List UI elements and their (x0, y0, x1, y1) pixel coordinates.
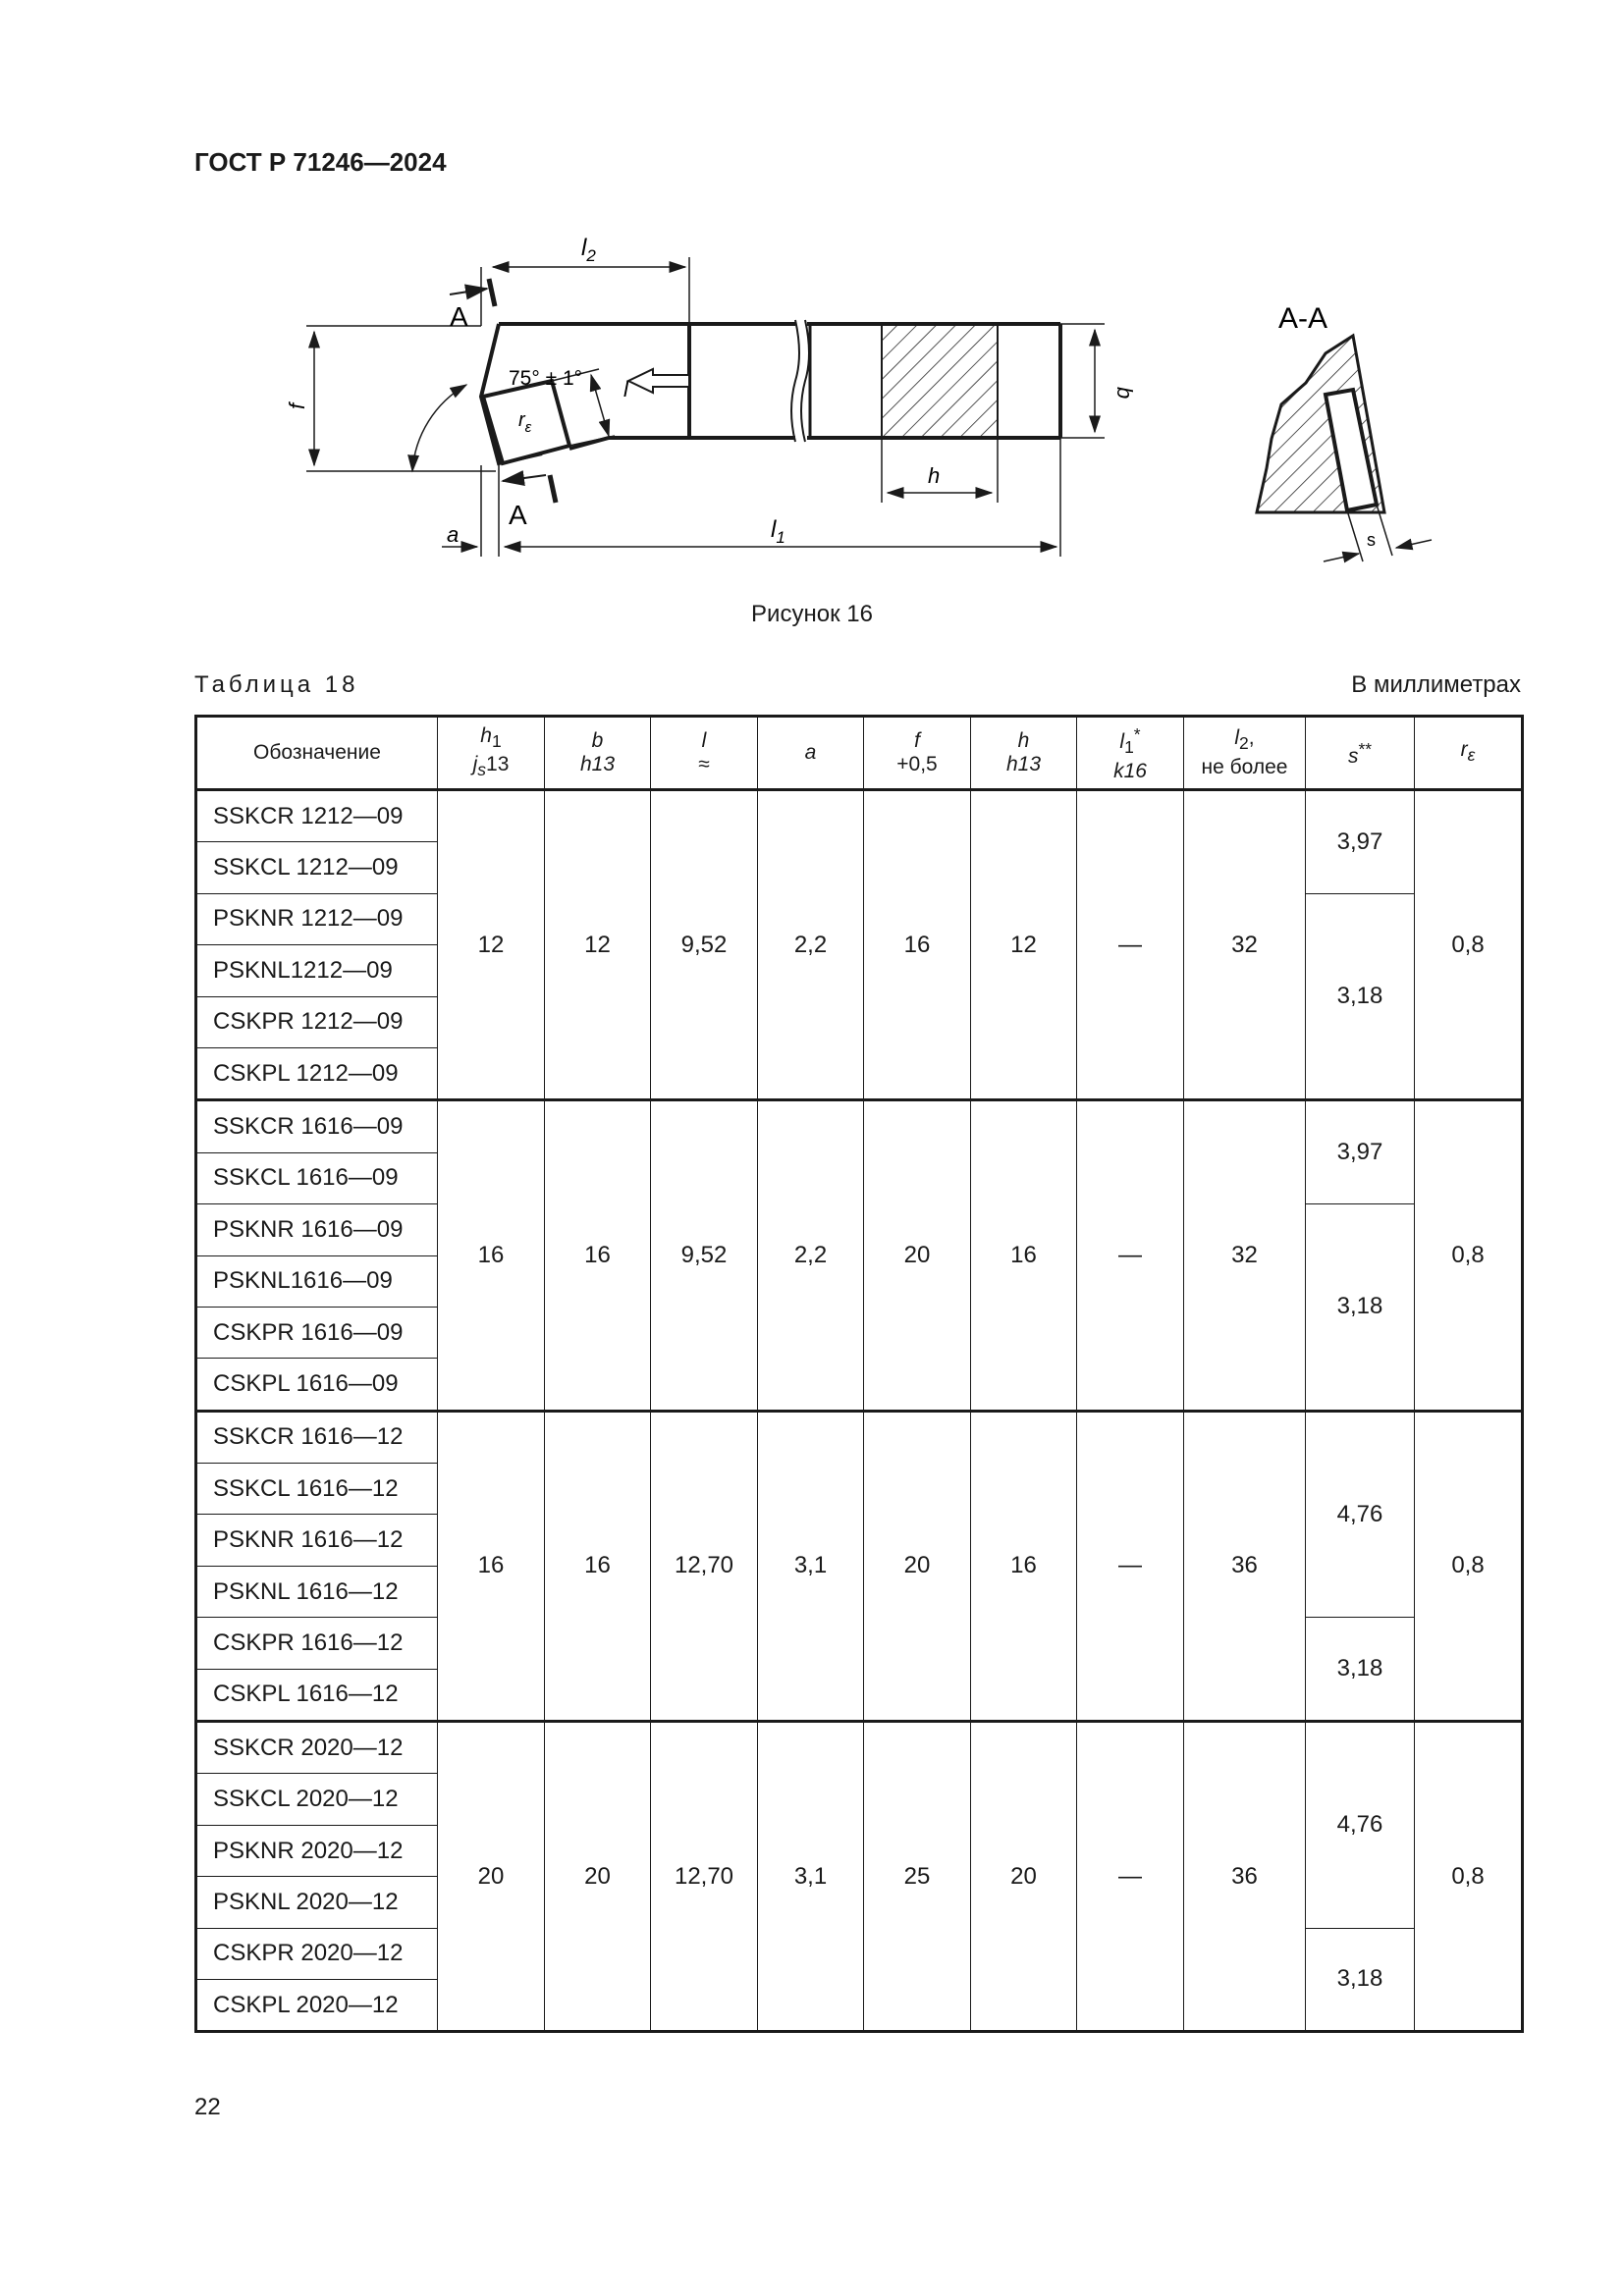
designation-cell: CSKPL 1212—09 (196, 1047, 438, 1099)
label-s: s (1367, 530, 1376, 550)
s-cell: 3,18 (1306, 1618, 1415, 1722)
a-cell: 2,2 (758, 1100, 864, 1411)
l2-cell: 32 (1184, 1100, 1306, 1411)
l1-cell: — (1077, 790, 1184, 1100)
label-b: b (1112, 387, 1137, 400)
label-angle: 75° ± 1° (509, 367, 583, 390)
view-arrow-icon (628, 369, 689, 393)
header-designation: Обозначение (196, 717, 438, 790)
l-cell: 12,70 (651, 1411, 758, 1721)
l2-cell: 32 (1184, 790, 1306, 1100)
header-s: s** (1306, 717, 1415, 790)
label-r-eps: $r_\varepsilon$ (518, 409, 532, 436)
h1-cell: 12 (438, 790, 545, 1100)
section-aa-view (1257, 302, 1432, 561)
designation-cell: SSKCL 2020—12 (196, 1774, 438, 1825)
h1-cell: 20 (438, 1722, 545, 2032)
designation-cell: PSKNR 2020—12 (196, 1825, 438, 1876)
designation-cell: PSKNL1212—09 (196, 945, 438, 996)
f-cell: 25 (864, 1722, 971, 2032)
table-label: Таблица 18 (194, 671, 359, 698)
s-cell: 3,97 (1306, 1100, 1415, 1204)
page-number: 22 (194, 2094, 221, 2120)
label-l1: $l_1$ (771, 516, 785, 547)
designation-cell: PSKNL 1616—12 (196, 1566, 438, 1617)
table-units: В миллиметрах (1351, 671, 1521, 698)
l1-cell: — (1077, 1411, 1184, 1721)
designation-cell: CSKPL 2020—12 (196, 1979, 438, 2031)
header-f: f +0,5 (864, 717, 971, 790)
designation-cell: SSKCL 1616—12 (196, 1464, 438, 1515)
tool-holder-drawing (285, 218, 1443, 581)
designation-cell: PSKNR 1616—12 (196, 1515, 438, 1566)
table-row (196, 1722, 1523, 1774)
h-cell: 12 (971, 790, 1077, 1100)
s-cell: 4,76 (1306, 1411, 1415, 1618)
header-h1: $h_1$ $j_s13$ (438, 717, 545, 790)
spec-table (194, 715, 1524, 2033)
l1-cell: — (1077, 1100, 1184, 1411)
table-row (196, 1100, 1523, 1152)
r-eps-cell: 0,8 (1415, 790, 1523, 1100)
designation-cell: SSKCL 1616—09 (196, 1152, 438, 1203)
l-cell: 12,70 (651, 1722, 758, 2032)
s-cell: 3,18 (1306, 1928, 1415, 2032)
header-h: h h13 (971, 717, 1077, 790)
table-row (196, 790, 1523, 842)
l-cell: 9,52 (651, 1100, 758, 1411)
designation-cell: PSKNR 1616—09 (196, 1204, 438, 1255)
b-cell: 16 (545, 1100, 651, 1411)
l2-cell: 36 (1184, 1411, 1306, 1721)
designation-cell: CSKPR 2020—12 (196, 1928, 438, 1979)
header-a: a (758, 717, 864, 790)
l1-cell: — (1077, 1722, 1184, 2032)
header-l2: $l_2$, не более (1184, 717, 1306, 790)
designation-cell: SSKCR 2020—12 (196, 1722, 438, 1774)
designation-cell: PSKNL1616—09 (196, 1255, 438, 1307)
designation-cell: SSKCR 1212—09 (196, 790, 438, 842)
h1-cell: 16 (438, 1100, 545, 1411)
label-l2: $l_2$ (581, 235, 596, 265)
designation-cell: CSKPL 1616—12 (196, 1669, 438, 1721)
table-row (196, 1411, 1523, 1463)
designation-cell: PSKNR 1212—09 (196, 893, 438, 944)
designation-cell: SSKCR 1616—12 (196, 1411, 438, 1463)
l2-cell: 36 (1184, 1722, 1306, 2032)
document-header: ГОСТ Р 71246—2024 (194, 147, 447, 177)
designation-cell: CSKPR 1616—12 (196, 1618, 438, 1669)
b-cell: 16 (545, 1411, 651, 1721)
f-cell: 20 (864, 1411, 971, 1721)
a-cell: 3,1 (758, 1411, 864, 1721)
label-section-aa: A-A (1278, 302, 1328, 335)
designation-cell: PSKNL 2020—12 (196, 1877, 438, 1928)
label-a-dim: a (447, 522, 460, 547)
label-f: f (285, 402, 309, 409)
label-a-bottom: A (509, 500, 527, 530)
label-a-top: A (450, 301, 468, 332)
label-h: h (928, 463, 941, 488)
header-l: l ≈ (651, 717, 758, 790)
h1-cell: 16 (438, 1411, 545, 1721)
technical-drawing-figure (285, 218, 1443, 586)
header-r-eps: $r_\varepsilon$ (1415, 717, 1523, 790)
figure-caption: Рисунок 16 (751, 601, 873, 627)
r-eps-cell: 0,8 (1415, 1722, 1523, 2032)
designation-cell: SSKCL 1212—09 (196, 842, 438, 893)
s-cell: 3,97 (1306, 790, 1415, 894)
designation-cell: CSKPL 1616—09 (196, 1359, 438, 1411)
s-cell: 4,76 (1306, 1722, 1415, 1929)
b-cell: 20 (545, 1722, 651, 2032)
r-eps-cell: 0,8 (1415, 1100, 1523, 1411)
f-cell: 16 (864, 790, 971, 1100)
table-header-row (196, 717, 1523, 790)
b-cell: 12 (545, 790, 651, 1100)
header-l1: $l_1^*$ k16 (1077, 717, 1184, 790)
h-cell: 16 (971, 1411, 1077, 1721)
h-cell: 20 (971, 1722, 1077, 2032)
l-cell: 9,52 (651, 790, 758, 1100)
s-cell: 3,18 (1306, 1204, 1415, 1412)
r-eps-cell: 0,8 (1415, 1411, 1523, 1721)
a-cell: 3,1 (758, 1722, 864, 2032)
s-cell: 3,18 (1306, 893, 1415, 1100)
designation-cell: SSKCR 1616—09 (196, 1100, 438, 1152)
f-cell: 20 (864, 1100, 971, 1411)
designation-cell: CSKPR 1616—09 (196, 1307, 438, 1358)
a-cell: 2,2 (758, 790, 864, 1100)
header-b: b h13 (545, 717, 651, 790)
label-l: l (623, 377, 628, 401)
designation-cell: CSKPR 1212—09 (196, 996, 438, 1047)
h-cell: 16 (971, 1100, 1077, 1411)
